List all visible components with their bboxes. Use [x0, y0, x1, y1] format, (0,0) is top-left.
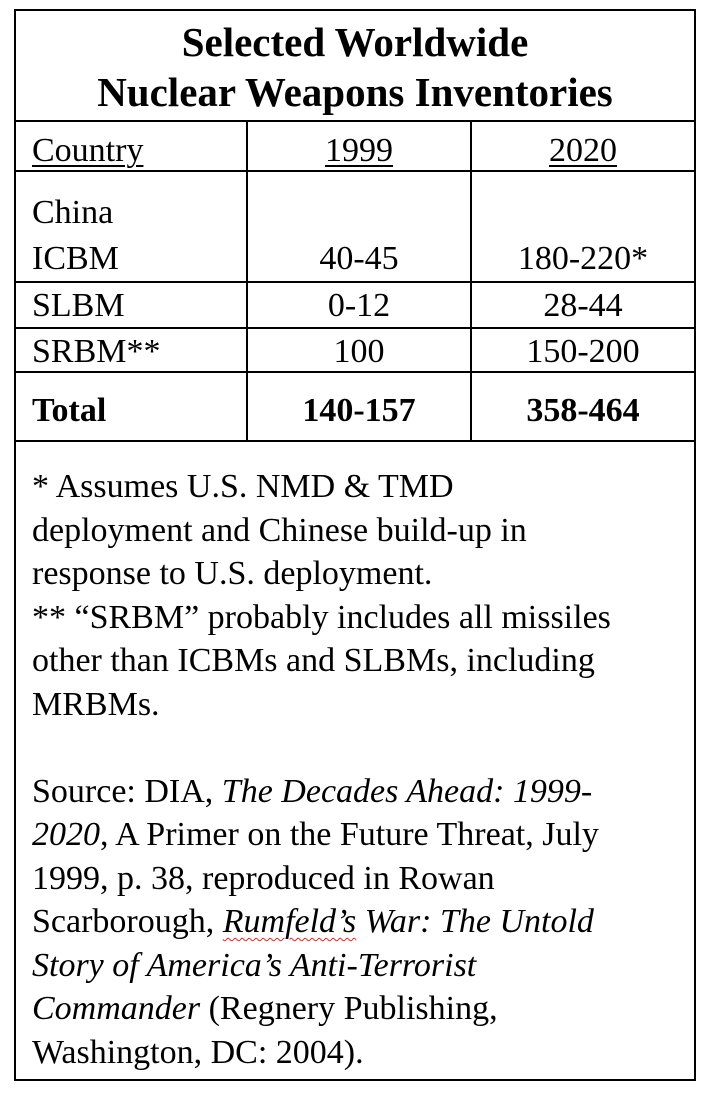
source-line-3: 1999, p. 38, reproduced in Rowan	[32, 859, 495, 897]
notes-divider	[16, 440, 694, 442]
table-notes	[32, 465, 684, 1074]
spacer	[32, 726, 684, 770]
total-label: Total	[32, 392, 107, 429]
note-2-line-3: MRBMs.	[32, 685, 160, 723]
note-1-line-1: * Assumes U.S. NMD & TMD	[32, 468, 454, 505]
row-divider	[16, 281, 694, 283]
title-line-2: Nuclear Weapons Inventories	[97, 69, 613, 115]
source-line-6: Commander (Regnery Publishing,	[32, 990, 498, 1027]
column-divider	[470, 122, 472, 442]
note-1-line-3: response to U.S. deployment.	[32, 555, 433, 592]
row-slbm-1999: 0-12	[327, 287, 391, 324]
header-divider	[16, 170, 694, 172]
note-2-line-1: ** “SRBM” probably includes all missiles	[32, 598, 611, 636]
row-srbm-2020: 150-200	[526, 333, 640, 370]
group-label-china: China	[32, 194, 114, 231]
source-line-7: Washington, DC: 2004).	[32, 1033, 364, 1071]
header-country: Country	[32, 132, 144, 169]
total-2020: 358-464	[526, 392, 640, 429]
source-line-2: 2020, A Primer on the Future Threat, July	[32, 816, 599, 853]
note-1-line-2: deployment and Chinese build-up in	[32, 511, 527, 549]
row-slbm-2020: 28-44	[543, 287, 623, 324]
inventory-table	[14, 9, 696, 1081]
row-label-slbm: SLBM	[32, 287, 125, 324]
row-divider	[16, 327, 694, 329]
source-line-5: Story of America’s Anti-Terrorist	[32, 946, 477, 984]
note-2-line-2: other than ICBMs and SLBMs, including	[32, 642, 595, 679]
row-srbm-1999: 100	[333, 333, 385, 370]
column-divider	[246, 122, 248, 442]
table-title	[16, 11, 694, 122]
row-label-icbm: ICBM	[32, 240, 119, 277]
title-line-1: Selected Worldwide	[181, 19, 529, 65]
total-1999: 140-157	[302, 392, 416, 429]
row-label-srbm: SRBM**	[32, 333, 161, 370]
header-1999: 1999	[325, 132, 393, 169]
total-divider	[16, 371, 694, 373]
source-line-4: Scarborough, Rumfeld’s War: The Untold	[32, 903, 594, 940]
source-line-1: Source: DIA, The Decades Ahead: 1999-	[32, 772, 593, 810]
row-icbm-2020: 180-220*	[517, 240, 649, 277]
row-icbm-1999: 40-45	[319, 240, 399, 277]
header-2020: 2020	[549, 132, 617, 169]
spellcheck-flagged-word: Rumfeld’s	[222, 903, 357, 940]
